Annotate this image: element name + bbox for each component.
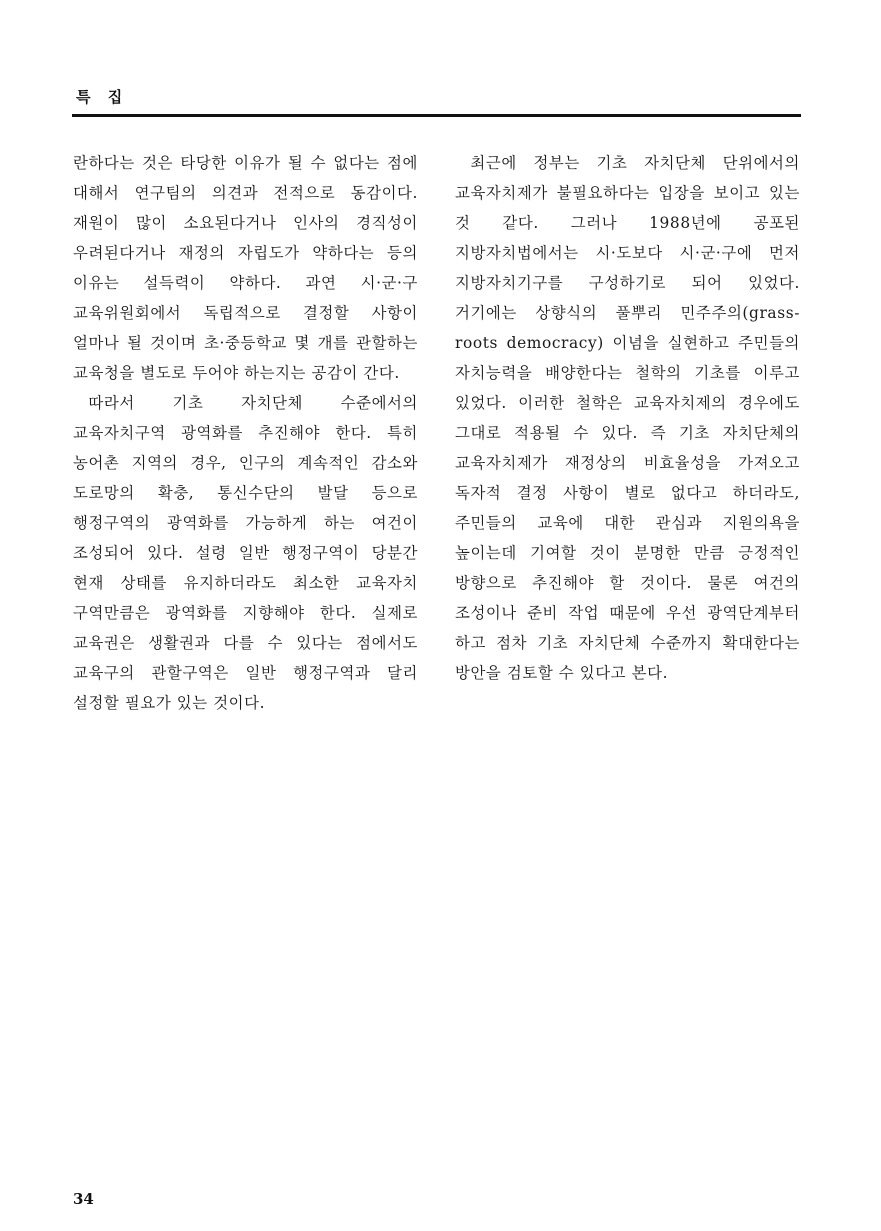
left-paragraph-2: 따라서 기초 자치단체 수준에서의 교육자치구역 광역화를 추진해야 한다. 특히 농어촌 지역의 경우, 인구의 계속적인 감소와 도로망의 확충, 통신수단의 발달 등으로 행정구역의 광역화를 가능하게 하는 여건이 조성되어 있다. 설령 일반 행정구역이 당분간 현재 상태를 유지하더라도 최소한 교육자치 구역만큼은 광역화를 지향해야 한다. 실제로 교육권은 생활권과 다를 수 있다는 점에서도 교육구의 관할구역은 일반 행정구역과 달리 설정할 필요가 있는 것이다. [73, 394, 418, 712]
right-paragraph-1: 최근에 정부는 기초 자치단체 단위에서의 교육자치제가 불필요하다는 입장을 보이고 있는 것 같다. 그러나 1988년에 공포된 지방자치법에서는 시·도보다 시·군·구에 먼저 지방자치기구를 구성하기로 되어 있었다. 거기에는 상향식의 풀뿌리 민주주의(grass-roots democracy) 이념을 실현하고 주민들의 자치능력을 배양한다는 철학의 기초를 이루고 있었다. 이러한 철학은 교육자치제의 경우에도 그대로 적용될 수 있다. 즉 기초 자치단체의 교육자치제가 재정상의 비효율성을 가져오고 독자적 결정 사항이 별로 없다고 하더라도, 주민들의 교육에 대한 관심과 지원의욕을 높이는데 기여할 것이 분명한 만큼 긍정적인 방향으로 추진해야 할 것이다. 물론 여건의 조성이나 준비 작업 때문에 우선 광역단계부터 하고 점차 기초 자치단체 수준까지 확대한다는 방안을 검토할 수 있다고 본다. [455, 154, 800, 682]
page-number: 34 [73, 1190, 94, 1208]
left-paragraph-1: 란하다는 것은 타당한 이유가 될 수 없다는 점에 대해서 연구팀의 의견과 전적으로 동감이다. 재원이 많이 소요된다거나 인사의 경직성이 우려된다거나 재정의 자립도가 약하다는 등의 이유는 설득력이 약하다. 과연 시·군·구 교육위원회에서 독립적으로 결정할 사항이 얼마나 될 것이며 초·중등학교 몇 개를 관할하는 교육청을 별도로 두어야 하는지는 공감이 간다. [73, 154, 418, 382]
page-header [72, 84, 801, 118]
section-title: 특 집 [76, 88, 129, 106]
left-column [73, 148, 418, 718]
right-column [455, 148, 800, 688]
header-rule [72, 114, 801, 117]
